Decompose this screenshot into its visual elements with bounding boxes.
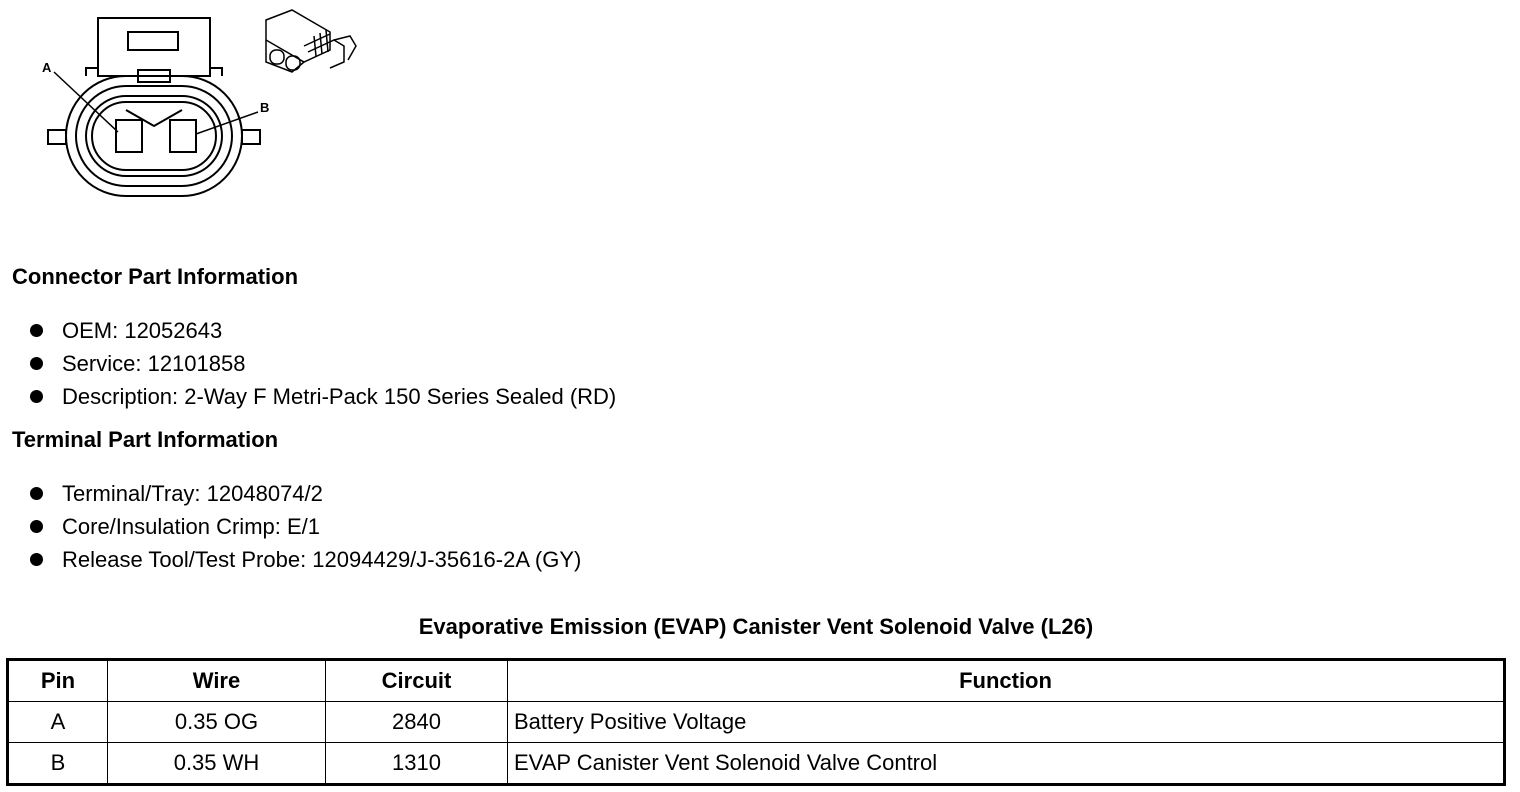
- pin-table-title: Evaporative Emission (EVAP) Canister Vent Solenoid Valve (L26): [418, 614, 1094, 639]
- pin-a-cavity: [116, 120, 142, 152]
- table-header-row: [8, 660, 1505, 702]
- pin-table: [6, 658, 1506, 786]
- column-header-function: Function: [508, 660, 1505, 702]
- circuit-cell: 1310: [326, 743, 508, 785]
- connector-iso-sketch: [266, 10, 356, 72]
- pin-cell: A: [8, 702, 108, 743]
- bullet-icon: [30, 553, 43, 566]
- terminal-info-list: [30, 477, 581, 576]
- connector-info-list: [30, 314, 616, 413]
- function-cell: Battery Positive Voltage: [508, 702, 1505, 743]
- table-row: [8, 702, 1505, 743]
- bullet-icon: [30, 520, 43, 533]
- pin-a-label: A: [42, 60, 52, 75]
- terminal-info-heading: Terminal Part Information: [12, 427, 279, 452]
- column-header-wire: Wire: [108, 660, 326, 702]
- column-header-pin: Pin: [8, 660, 108, 702]
- list-item: Release Tool/Test Probe: 12094429/J-35616-2A (GY): [30, 543, 581, 576]
- list-item: Service: 12101858: [30, 347, 616, 380]
- bullet-icon: [30, 390, 43, 403]
- list-item: Description: 2-Way F Metri-Pack 150 Series Sealed (RD): [30, 380, 616, 413]
- latch-housing: [98, 18, 210, 76]
- bullet-icon: [30, 487, 43, 500]
- circuit-cell: 2840: [326, 702, 508, 743]
- column-header-circuit: Circuit: [326, 660, 508, 702]
- connector-info-heading: Connector Part Information: [12, 264, 299, 289]
- wire-cell: 0.35 WH: [108, 743, 326, 785]
- list-item: Core/Insulation Crimp: E/1: [30, 510, 581, 543]
- list-item: OEM: 12052643: [30, 314, 616, 347]
- bullet-icon: [30, 357, 43, 370]
- pin-b-cavity: [170, 120, 196, 152]
- pin-cell: B: [8, 743, 108, 785]
- list-item: Terminal/Tray: 12048074/2: [30, 477, 581, 510]
- bullet-icon: [30, 324, 43, 337]
- function-cell: EVAP Canister Vent Solenoid Valve Control: [508, 743, 1505, 785]
- wire-cell: 0.35 OG: [108, 702, 326, 743]
- connector-diagram: [30, 6, 370, 216]
- table-row: [8, 743, 1505, 785]
- pin-b-label: B: [260, 100, 270, 115]
